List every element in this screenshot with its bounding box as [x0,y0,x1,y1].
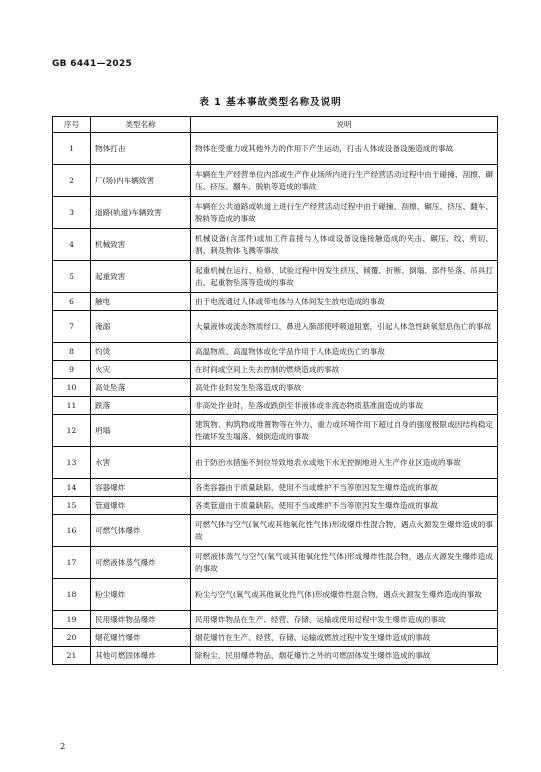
type-description: 除粉尘、民用爆炸物品、烟花爆竹之外的可燃固体发生爆炸造成的事故 [191,647,498,665]
type-name: 火灾 [91,361,191,379]
type-description: 各类容器由于质量缺陷、使用不当或维护不当等原因发生爆炸造成的事故 [191,479,498,497]
accident-types-table [52,116,498,665]
row-number: 7 [53,311,91,343]
type-description: 烟花爆竹在生产、经营、存储、运输或燃放过程中发生爆炸造成的事故 [191,629,498,647]
type-description: 起重机械在运行、检修、试验过程中因发生挤压、倾覆、折断、倒塌、部件坠落、吊具打击、起重物坠落等造成的事故 [191,261,498,293]
row-number: 20 [53,629,91,647]
table-row [53,133,498,165]
table-row [53,515,498,547]
row-number: 11 [53,397,91,415]
table-row [53,647,498,665]
type-name: 灼烫 [91,343,191,361]
type-description: 民用爆炸物品在生产、经营、存储、运输或使用过程中发生爆炸造成的事故 [191,611,498,629]
type-name: 跌落 [91,397,191,415]
type-description: 由于电流通过人体或带电体与人体间发生放电造成的事故 [191,293,498,311]
row-number: 5 [53,261,91,293]
type-description: 物体在受重力或其他外力的作用下产生运动，打击人体或设备设施造成的事故 [191,133,498,165]
type-name: 其他可燃固体爆炸 [91,647,191,665]
type-name: 民用爆炸物品爆炸 [91,611,191,629]
type-name: 可燃气体爆炸 [91,515,191,547]
table-row [53,479,498,497]
table-row [53,343,498,361]
table-row [53,611,498,629]
row-number: 10 [53,379,91,397]
type-name: 容器爆炸 [91,479,191,497]
row-number: 2 [53,165,91,197]
type-name: 管道爆炸 [91,497,191,515]
type-description: 车辆在生产经营单位内部或生产作业场所内进行生产经营活动过程中由于碰撞、刮擦、碾压、挤压、翻车、脱轨等造成的事故 [191,165,498,197]
type-description: 高处作业时发生坠落造成的事故 [191,379,498,397]
row-number: 17 [53,547,91,579]
table-row [53,293,498,311]
row-number: 9 [53,361,91,379]
type-description: 可燃气体与空气(氧气或其他氧化性气体)形成爆炸性混合物，遇点火源发生爆炸造成的事故 [191,515,498,547]
type-description: 非高处作业时，坠落或跌倒至非液体或非流态物质基准面造成的事故 [191,397,498,415]
type-name: 坍塌 [91,415,191,447]
type-description: 车辆在公共道路或轨道上进行生产经营活动过程中由于碰撞、刮擦、碾压、挤压、翻车、脱轨等造成的事故 [191,197,498,229]
type-name: 触电 [91,293,191,311]
row-number: 15 [53,497,91,515]
standard-code: GB 6441—2025 [52,59,133,69]
type-description: 各类管道由于质量缺陷、使用不当或维护不当等原因发生爆炸造成的事故 [191,497,498,515]
type-description: 粉尘与空气(氧气或其他氧化性气体)形成爆炸性混合物，遇点火源发生爆炸造成的事故 [191,579,498,611]
table-row [53,629,498,647]
type-name: 道路(轨道)车辆致害 [91,197,191,229]
type-name: 粉尘爆炸 [91,579,191,611]
table-row [53,165,498,197]
type-description: 在时间或空间上失去控制的燃烧造成的事故 [191,361,498,379]
table-header-row [53,117,498,133]
table-row [53,229,498,261]
table-row [53,379,498,397]
row-number: 8 [53,343,91,361]
type-name: 淹溺 [91,311,191,343]
type-name: 机械致害 [91,229,191,261]
type-name: 高处坠落 [91,379,191,397]
row-number: 14 [53,479,91,497]
table-row [53,497,498,515]
type-description: 可燃液体蒸气与空气(氧气或其他氧化性气体)形成爆炸性混合物，遇点火源发生爆炸造成的事故 [191,547,498,579]
type-description: 高温物质、高温物体或化学品作用于人体造成伤亡的事故 [191,343,498,361]
table-row [53,447,498,479]
table-row [53,415,498,447]
type-description: 大量液体或流态物质经口、鼻进入肺部使呼吸道阻塞，引起人体急性缺氧窒息伤亡的事故 [191,311,498,343]
row-number: 21 [53,647,91,665]
type-description: 建筑物、构筑物或堆置物等在外力、重力或环境作用下超过自身的强度极限或因结构稳定性破坏发生塌落、倾倒造成的事故 [191,415,498,447]
row-number: 16 [53,515,91,547]
page-number: 2 [60,742,66,752]
type-name: 水害 [91,447,191,479]
type-name: 起重致害 [91,261,191,293]
table-row [53,397,498,415]
table-row [53,579,498,611]
table-row [53,197,498,229]
type-name: 厂(场)内车辆致害 [91,165,191,197]
table-row [53,311,498,343]
row-number: 13 [53,447,91,479]
row-number: 19 [53,611,91,629]
table-row [53,547,498,579]
type-name: 物体打击 [91,133,191,165]
type-description: 由于防治水措施不到位导致地表水或地下水无控制地进入生产作业区造成的事故 [191,447,498,479]
column-header-type-name: 类型名称 [91,117,191,133]
row-number: 6 [53,293,91,311]
type-name: 可燃液体蒸气爆炸 [91,547,191,579]
table-row [53,261,498,293]
column-header-number: 序号 [53,117,91,133]
type-name: 烟花爆竹爆炸 [91,629,191,647]
row-number: 18 [53,579,91,611]
table-title: 表 1 基本事故类型名称及说明 [199,97,342,108]
column-header-description: 说明 [191,117,498,133]
row-number: 3 [53,197,91,229]
row-number: 1 [53,133,91,165]
row-number: 4 [53,229,91,261]
table-row [53,361,498,379]
row-number: 12 [53,415,91,447]
type-description: 机械设备(含部件)或加工件直接与人体或设备设施接触造成的夹击、碾压、绞、剪切、割、刺及物体飞溅等事故 [191,229,498,261]
